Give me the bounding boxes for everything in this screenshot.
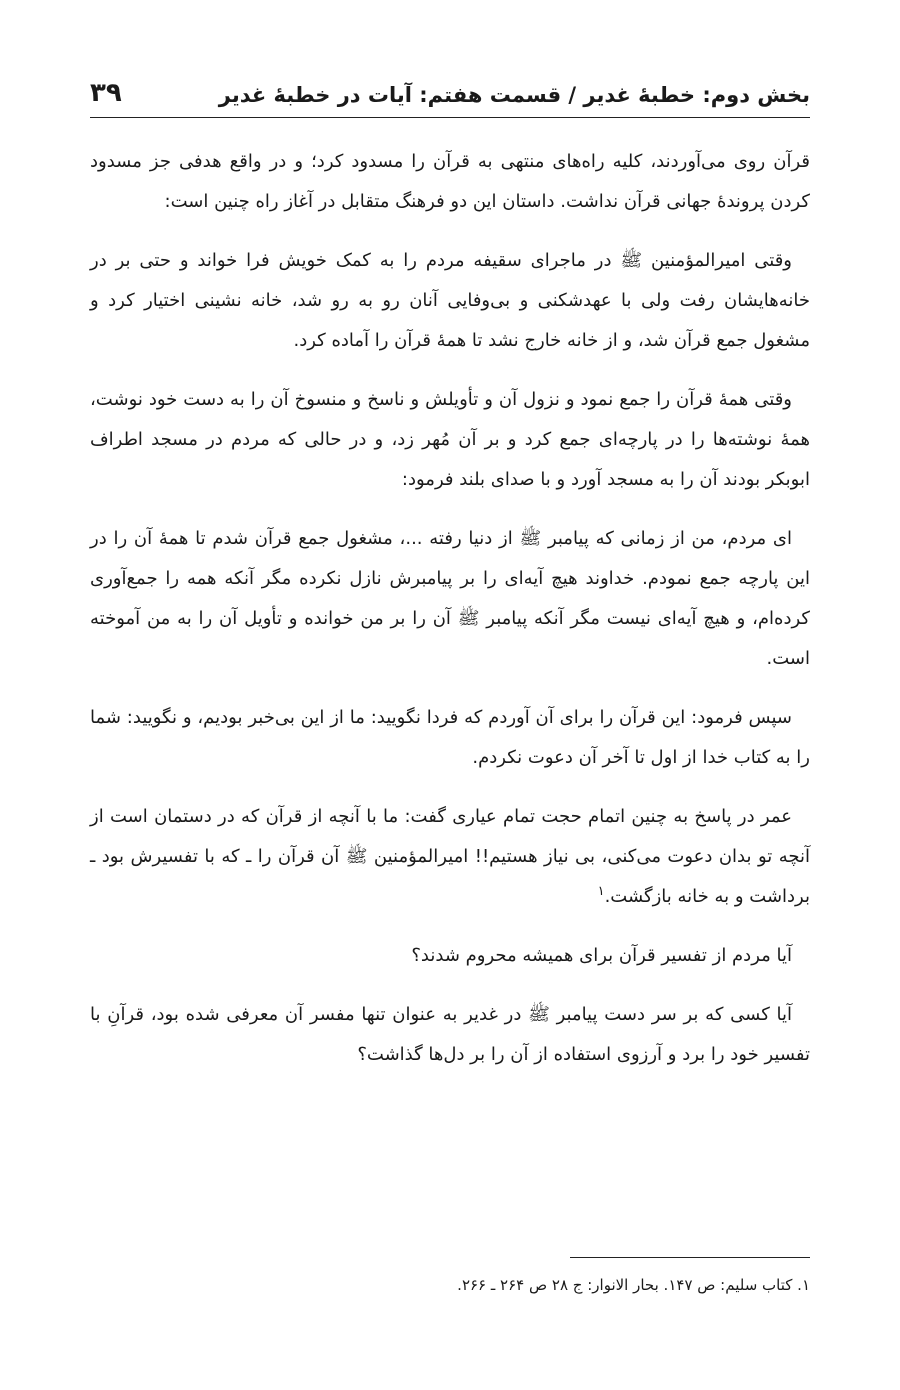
body-text bbox=[90, 142, 810, 1094]
paragraph-6-text: عمر در پاسخ به چنین اتمام حجت تمام عیاری گفت: ما با آنچه از قرآن که در دستمان است از آنچه تو بدان دعوت می‌کنی، بی نیاز هستیم!! امیرالمؤمنین ﷺ آن قرآن را ـ که با تفسیرش بود ـ برداشت و به خانه بازگشت. bbox=[90, 806, 810, 907]
paragraph-1: قرآن روی می‌آوردند، کلیه راه‌های منتهی به قرآن را مسدود کرد؛ و در واقع هدفی جز مسدود کردن پروندهٔ جهانی قرآن نداشت. داستان این دو فرهنگ متقابل در آغاز راه چنین است: bbox=[90, 151, 810, 212]
paragraph-7: آیا مردم از تفسیر قرآن برای همیشه محروم شدند؟ bbox=[411, 945, 792, 966]
paragraph-2: وقتی امیرالمؤمنین ﷺ در ماجرای سقیفه مردم را به کمک خویش فرا خواند و حتی بر در خانه‌هایشان رفت ولی با عهدشکنی و بی‌وفایی آنان رو به رو شد، خانه نشینی اختیار کرد و مشغول جمع قرآن شد، و از خانه خارج نشد تا همهٔ قرآن را آماده کرد. bbox=[90, 250, 810, 351]
page-number: ۳۹ bbox=[90, 78, 122, 108]
footnote-reference[interactable]: ۱ bbox=[597, 884, 605, 899]
book-page bbox=[90, 0, 810, 1390]
footnote: ۱. کتاب سلیم: ص ۱۴۷. بحار الانوار: ج ۲۸ ص ۲۶۴ ـ ۲۶۶. bbox=[457, 1276, 810, 1294]
chapter-title: بخش دوم: خطبهٔ غدیر / قسمت هفتم: آیات در خطبهٔ غدیر bbox=[218, 83, 810, 107]
footnote-divider bbox=[570, 1257, 810, 1258]
paragraph-3: وقتی همهٔ قرآن را جمع نمود و نزول آن و تأویلش و ناسخ و منسوخ آن را به دست خود نوشت، همهٔ نوشته‌ها را در پارچه‌ای جمع کرد و بر آن مُهر زد، و در حالی که مردم در مسجد اطراف ابوبکر بودند آن را به مسجد آورد و با صدای بلند فرمود: bbox=[90, 389, 810, 490]
paragraph-5: سپس فرمود: این قرآن را برای آن آوردم که فردا نگویید: ما از این بی‌خبر بودیم، و نگویید: شما را به کتاب خدا از اول تا آخر آن دعوت نکردم. bbox=[90, 707, 810, 768]
running-header bbox=[90, 70, 810, 114]
paragraph-8: آیا کسی که بر سر دست پیامبر ﷺ در غدیر به عنوان تنها مفسر آن معرفی شده بود، قرآنِ با تفسیر خود را برد و آرزوی استفاده از آن را بر دل‌ها گذاشت؟ bbox=[90, 1004, 810, 1065]
paragraph-4: ای مردم، من از زمانی که پیامبر ﷺ از دنیا رفته ...، مشغول جمع قرآن شدم تا همهٔ آن را در این پارچه جمع نمودم. خداوند هیچ آیه‌ای را بر پیامبرش نازل نکرده مگر آنکه همه را جمع‌آوری کرده‌ام، و هیچ آیه‌ای نیست مگر آنکه پیامبر ﷺ آن را بر من خوانده و تأویل آن را به من آموخته است. bbox=[90, 528, 810, 669]
header-divider bbox=[90, 117, 810, 118]
paragraph-6 bbox=[90, 797, 810, 917]
